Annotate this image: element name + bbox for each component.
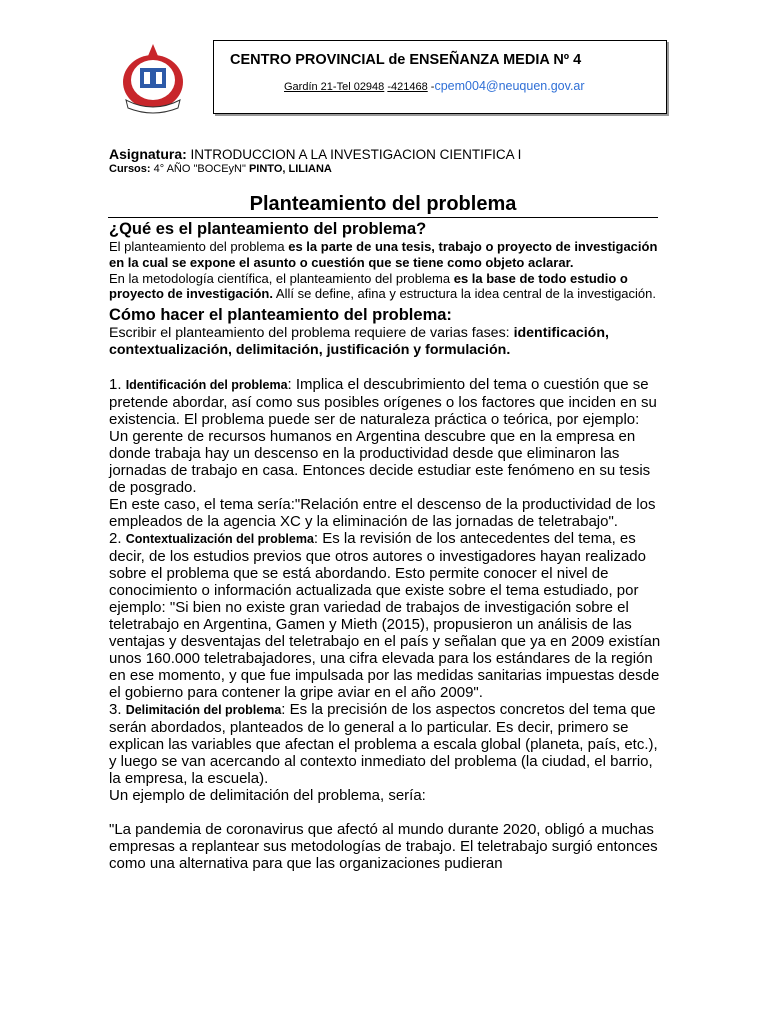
school-header-box (213, 40, 667, 114)
item-number: 2. (109, 530, 126, 548)
courses-value: 4° AÑO "BOCEyN" (150, 163, 249, 175)
section2-heading: Cómo hacer el planteamiento del problema: (109, 306, 452, 325)
school-address: Gardín 21-Tel 02948 (284, 81, 385, 93)
list-item (109, 701, 661, 787)
section2-intro (109, 325, 661, 359)
item-label: Delimitación del problema (125, 703, 282, 718)
school-crest-icon (118, 42, 188, 114)
example-quote: "La pandemia de coronavirus que afectó al mundo durante 2020, obligó a muchas empresas a replantear sus metodologías de trabajo. El teletrabajo surgió entonces como una alternativa para que las organizaciones pudieran (109, 821, 658, 873)
p2-tail: Allí se define, afina y estructura la idea central de la investigación. (273, 286, 656, 302)
p1-bold: es la parte de una tesis, trabajo o proyecto de investigación en la cual se expone el asunto o cuestión que se tiene como objeto aclarar. (109, 239, 658, 270)
school-contact (284, 79, 585, 93)
page-title: Planteamiento del problema (108, 193, 658, 218)
school-name: CENTRO PROVINCIAL de ENSEÑANZA MEDIA Nº 4 (230, 52, 582, 68)
item-extra: Un ejemplo de delimitación del problema, sería: (109, 787, 426, 805)
contact-dash: - (427, 81, 435, 93)
p1-normal: El planteamiento del problema (109, 239, 289, 254)
item-label: Identificación del problema (125, 378, 288, 393)
section1-paragraph2 (109, 271, 661, 303)
section1-heading: ¿Qué es el planteamiento del problema? (109, 220, 427, 238)
p2-bold: es la base de todo estudio o proyecto de investigación. (109, 270, 628, 302)
list-item (109, 376, 661, 496)
item-number: 1. (109, 376, 126, 394)
document-body (109, 220, 661, 872)
item-extra: En este caso, el tema sería:"Relación entre el descenso de la productividad de los empleados de la agencia XC y la eliminación de las jornadas de teletrabajo". (109, 496, 656, 531)
section1-paragraph1 (109, 239, 661, 271)
school-phone: -421468 (387, 81, 428, 93)
courses-label: Cursos: (109, 163, 151, 175)
school-email[interactable]: cpem004@neuquen.gov.ar (434, 79, 585, 93)
item-text: : Es la revisión de los antecedentes del tema, es decir, de los estudios previos que otros autores o investigadores hayan realizado sobre el problema que se está abordando. Esto permite conocer el nivel de conocimiento o información actualizada que existe sobre el tema estudiado, por ejemplo: "Si bien no existe gran variedad de trabajos de investigación sobre el teletrabajo en Argentina, Gamen y Mieth (2015), propusieron un análisis de las ventajas y desventajas del teletrabajo en el país y señalan que ya en 2009 existían unos 160.000 teletrabajadores, una cifra elevada para los estándares de la región en ese momento, y que fue impulsada por las medidas sanitarias impuestas desde el gobierno para contener la gripe aviar en el año 2009". (109, 530, 661, 702)
subject-value: INTRODUCCION A LA INVESTIGACION CIENTIFICA I (186, 147, 522, 162)
courses-line (109, 163, 332, 175)
item-text: : Implica el descubrimiento del tema o cuestión que se pretende abordar, así como sus posibles orígenes o los factores que inciden en su existencia. El problema puede ser de naturaleza práctica o teórica, por ejemplo: Un gerente de recursos humanos en Argentina descubre que en la empresa en donde trabaja hay un descenso en la productividad desde que eliminaron las jornadas de trabajo en casa. Entonces decide estudiar este fenómeno en su tesis de posgrado. (109, 376, 657, 497)
intro-bold: identificación, contextualización, delimitación, justificación y formulación. (109, 325, 609, 359)
item-number: 3. (109, 701, 126, 719)
item-text: : Es la precisión de los aspectos concretos del tema que serán abordados, planteados de lo general a lo particular. Es decir, primero se explican las variables que afectan el problema a escala global (planeta, país, etc.), y luego se van acercando al contexto inmediato del problema (la ciudad, el barrio, la empresa, la escuela). (109, 701, 658, 788)
subject-line (109, 146, 521, 162)
intro-normal: Escribir el planteamiento del problema requiere de varias fases: (109, 325, 514, 342)
teacher-name: PINTO, LILIANA (248, 163, 332, 175)
p2-normal: En la metodología científica, el planteamiento del problema (109, 270, 454, 286)
list-item (109, 530, 661, 701)
subject-label: Asignatura: (109, 146, 187, 162)
item-label: Contextualización del problema (125, 532, 314, 547)
